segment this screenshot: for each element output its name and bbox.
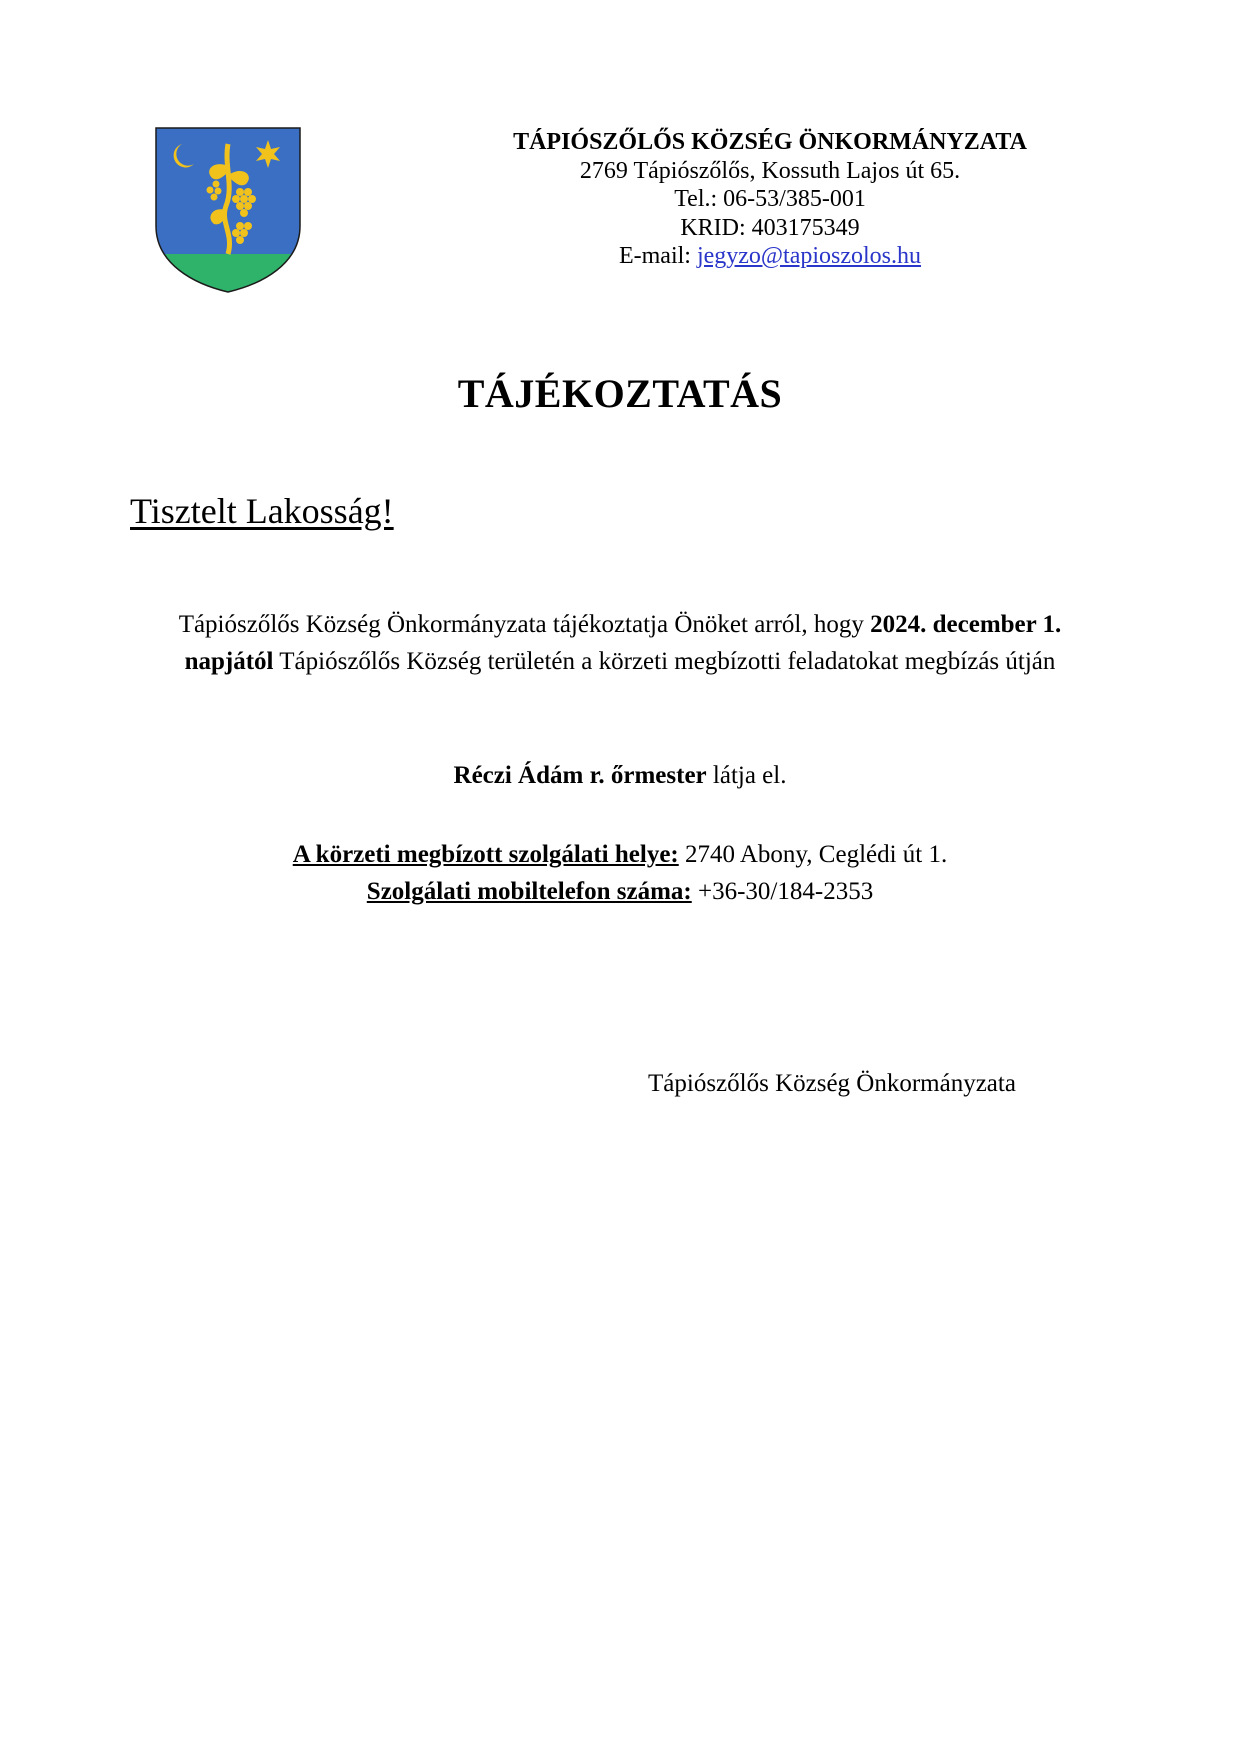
organization-phone: Tel.: 06-53/385-001 (674, 186, 866, 212)
greeting: Tisztelt Lakosság! (130, 491, 394, 531)
contact-block (0, 836, 1240, 910)
service-place-label: A körzeti megbízott szolgálati helye: (292, 841, 679, 868)
email-link[interactable]: jegyzo@tapioszolos.hu (696, 243, 922, 269)
letterhead (400, 128, 1140, 271)
effective-date: 2024. december 1. napjától (184, 611, 1062, 675)
service-phone-value: +36-30/184-2353 (691, 878, 874, 905)
paragraph-text-2: Tápiószőlős Község területén a körzeti megbízotti feladatokat megbízás útján (273, 648, 1056, 675)
service-phone-label: Szolgálati mobiltelefon száma: (366, 878, 692, 905)
signature: Tápiószőlős Község Önkormányzata (648, 1070, 1016, 1097)
service-phone-line (0, 873, 1240, 910)
organization-name: TÁPIÓSZŐLŐS KÖZSÉG ÖNKORMÁNYZATA (513, 129, 1027, 155)
officer-suffix: látja el. (706, 762, 787, 789)
email-label: E-mail: (618, 243, 697, 269)
service-place-value: 2740 Abony, Ceglédi út 1. (678, 841, 948, 868)
announcement-paragraph (160, 606, 1080, 680)
organization-email-line (400, 242, 1140, 271)
document-title: TÁJÉKOZTATÁS (457, 371, 783, 416)
coat-of-arms-icon (154, 126, 302, 294)
organization-address: 2769 Tápiószőlős, Kossuth Lajos út 65. (579, 157, 961, 184)
organization-krid: KRID: 403175349 (680, 214, 860, 241)
service-place-line (0, 836, 1240, 873)
officer-line (0, 762, 1240, 790)
paragraph-text-1: Tápiószőlős Község Önkormányzata tájékoztatja Önöket arról, hogy (178, 611, 871, 638)
officer-name: Réczi Ádám r. őrmester (453, 762, 707, 789)
